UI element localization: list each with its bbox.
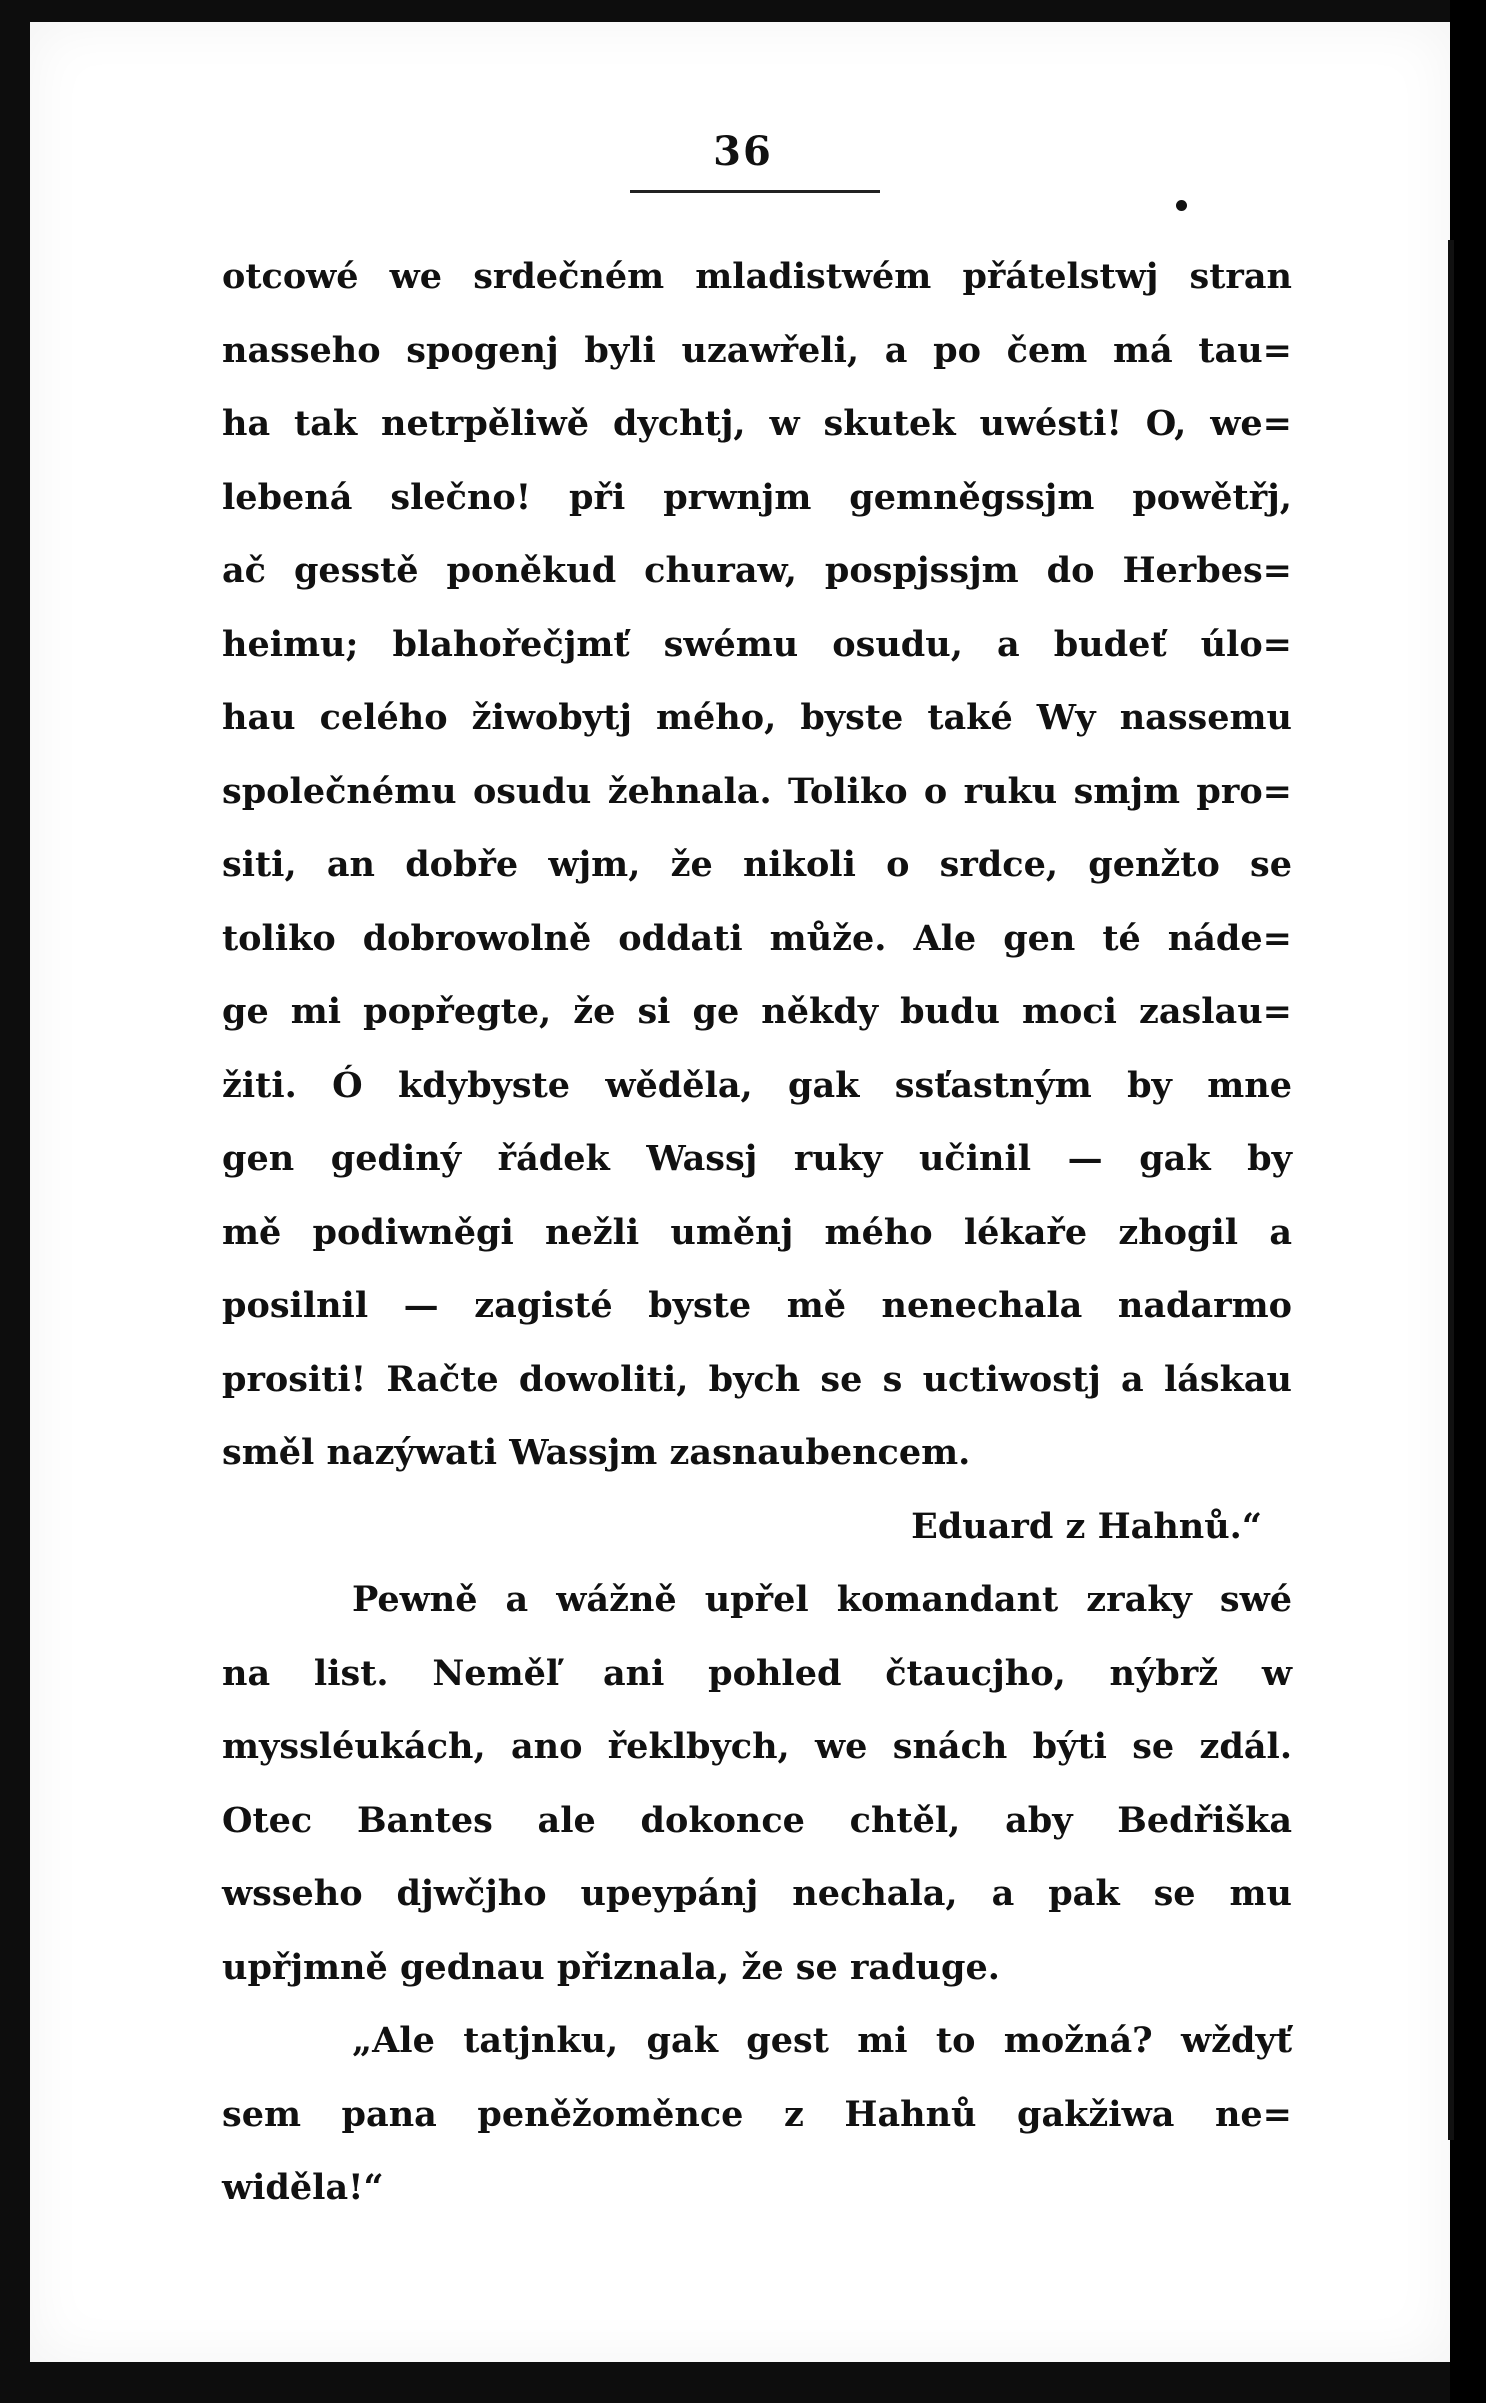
text-line: upřjmně gednau přiznala, že se raduge. <box>222 1946 1000 1988</box>
text-line: ač gesstě poněkud churaw, pospjssjm do Herbes= <box>222 550 1292 591</box>
text-line: myssléukách, ano řeklbych, we snách býti se zdál. <box>222 1726 1292 1767</box>
text-line: otcowé we srdečném mladistwém přátelstwj stran <box>222 256 1292 297</box>
text-line: na list. Neměľ ani pohled čtaucjho, nýbrž w <box>222 1652 1292 1694</box>
text-line: směl nazýwati Wassjm zasnaubencem. <box>222 1432 971 1473</box>
binding-edge <box>1450 0 1486 2403</box>
text-line: Otec Bantes ale dokonce chtěl, aby Bedřiška <box>222 1799 1292 1841</box>
text-line: wsseho djwčjho upeypánj nechala, a pak se mu <box>222 1873 1292 1914</box>
text-line: siti, an dobře wjm, že nikoli o srdce, genžto se <box>222 844 1292 885</box>
text-line: prositi! Račte dowoliti, bych se s uctiwostj a láskau <box>222 1358 1292 1400</box>
ink-dot <box>1176 200 1187 211</box>
body-text <box>222 240 1292 2225</box>
text-line: nasseho spogenj byli uzawřeli, a po čem má tau= <box>222 329 1292 371</box>
page-fold-shadow <box>1448 240 1454 2140</box>
header-rule <box>630 190 880 193</box>
text-line: mě podiwněgi nežli uměnj mého lékaře zhogil a <box>222 1211 1292 1253</box>
letter-signature: Eduard z Hahnů.“ <box>911 1505 1262 1547</box>
text-line: widěla!“ <box>222 2167 384 2208</box>
text-line: posilnil — zagisté byste mě nenechala nadarmo <box>222 1285 1292 1326</box>
page-number: 36 <box>713 128 773 175</box>
text-line: toliko dobrowolně oddati může. Ale gen té náde= <box>222 917 1292 959</box>
text-line: sem pana peněžoměnce z Hahnů gakžiwa ne= <box>222 2093 1292 2135</box>
text-line: heimu; blahořečjmť swému osudu, a budeť úlo= <box>222 623 1292 665</box>
text-line: hau celého žiwobytj mého, byste také Wy nassemu <box>222 697 1292 738</box>
text-line: „Ale tatjnku, gak gest mi to možná? wždyť <box>352 2020 1292 2061</box>
text-line: gen gediný řádek Wassj ruky učinil — gak by <box>222 1138 1292 1179</box>
text-line: lebená slečno! při prwnjm gemněgssjm powětřj, <box>222 476 1292 518</box>
text-line: společnému osudu žehnala. Toliko o ruku smjm pro= <box>222 770 1292 812</box>
text-line: ha tak netrpěliwě dychtj, w skutek uwésti! O, we= <box>222 403 1292 444</box>
text-line: žiti. Ó kdybyste wěděla, gak ssťastným by mne <box>222 1064 1292 1106</box>
text-line: Pewně a wážně upřel komandant zraky swé <box>352 1579 1292 1620</box>
text-line: ge mi popřegte, že si ge někdy budu moci zaslau= <box>222 991 1292 1032</box>
